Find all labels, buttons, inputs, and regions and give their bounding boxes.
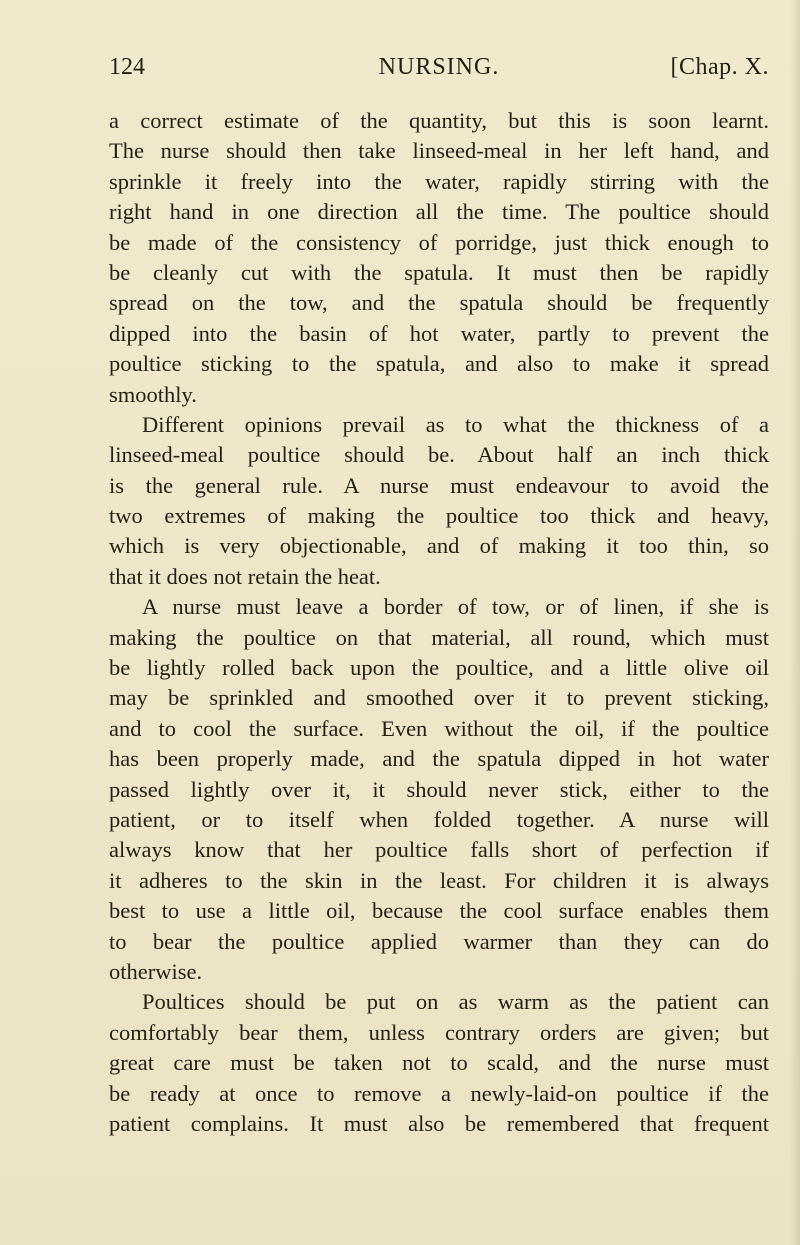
- text-line: patient, or to itself when folded together. A nurse will: [109, 806, 769, 832]
- text-line: great care must be taken not to scald, and the nurse must: [109, 1050, 769, 1076]
- text-line: a correct estimate of the quantity, but this is soon learnt.: [109, 108, 769, 133]
- running-head: NURSING.: [378, 54, 500, 80]
- text-line: Poultices should be put on as warm as the patient can: [142, 989, 769, 1015]
- text-line: and to cool the surface. Even without the oil, if the poultice: [109, 715, 769, 741]
- text-line: be ready at once to remove a newly-laid-on poultice if the: [109, 1080, 769, 1106]
- text-line: sprinkle it freely into the water, rapidly stirring with the: [109, 168, 769, 194]
- text-line: which is very objectionable, and of making it too thin, so: [109, 533, 769, 559]
- page-number: 124: [109, 54, 145, 80]
- text-line: poultice sticking to the spatula, and also to make it spread: [109, 351, 769, 377]
- text-line: always know that her poultice falls short of perfection if: [109, 837, 769, 863]
- text-line: linseed-meal poultice should be. About half an inch thick: [109, 442, 769, 468]
- text-line: be made of the consistency of porridge, just thick enough to: [109, 229, 769, 255]
- text-line: be cleanly cut with the spatula. It must then be rapidly: [109, 259, 769, 285]
- text-line: otherwise.: [109, 958, 203, 984]
- text-line: it adheres to the skin in the least. For children it is always: [109, 867, 769, 893]
- text-line: The nurse should then take linseed-meal in her left hand, and: [109, 138, 769, 164]
- text-line: passed lightly over it, it should never stick, either to the: [109, 776, 769, 802]
- text-line: right hand in one direction all the time. The poultice should: [109, 199, 769, 225]
- text-line: spread on the tow, and the spatula should be frequently: [109, 290, 769, 316]
- text-line: to bear the poultice applied warmer than they can do: [109, 928, 769, 954]
- page-header: [109, 50, 769, 84]
- body-text: [109, 106, 769, 1139]
- text-line: may be sprinkled and smoothed over it to prevent sticking,: [109, 685, 769, 711]
- text-line: Different opinions prevail as to what the thickness of a: [142, 411, 769, 437]
- text-line: be lightly rolled back upon the poultice, and a little olive oil: [109, 655, 769, 681]
- chapter-reference: [Chap. X.: [670, 54, 769, 80]
- text-line: best to use a little oil, because the cool surface enables them: [109, 898, 769, 924]
- text-line: patient complains. It must also be remembered that frequent: [109, 1110, 769, 1136]
- text-line: is the general rule. A nurse must endeavour to avoid the: [109, 472, 769, 498]
- text-line: has been properly made, and the spatula dipped in hot water: [109, 746, 769, 772]
- page-edge-shadow: [790, 0, 800, 1245]
- text-line: smoothly.: [109, 381, 197, 407]
- text-line: A nurse must leave a border of tow, or of linen, if she is: [142, 594, 769, 620]
- text-line: two extremes of making the poultice too thick and heavy,: [109, 503, 769, 529]
- text-line: that it does not retain the heat.: [109, 563, 381, 589]
- text-line: dipped into the basin of hot water, partly to prevent the: [109, 320, 769, 346]
- text-line: comfortably bear them, unless contrary orders are given; but: [109, 1019, 769, 1045]
- text-line: making the poultice on that material, all round, which must: [109, 624, 769, 650]
